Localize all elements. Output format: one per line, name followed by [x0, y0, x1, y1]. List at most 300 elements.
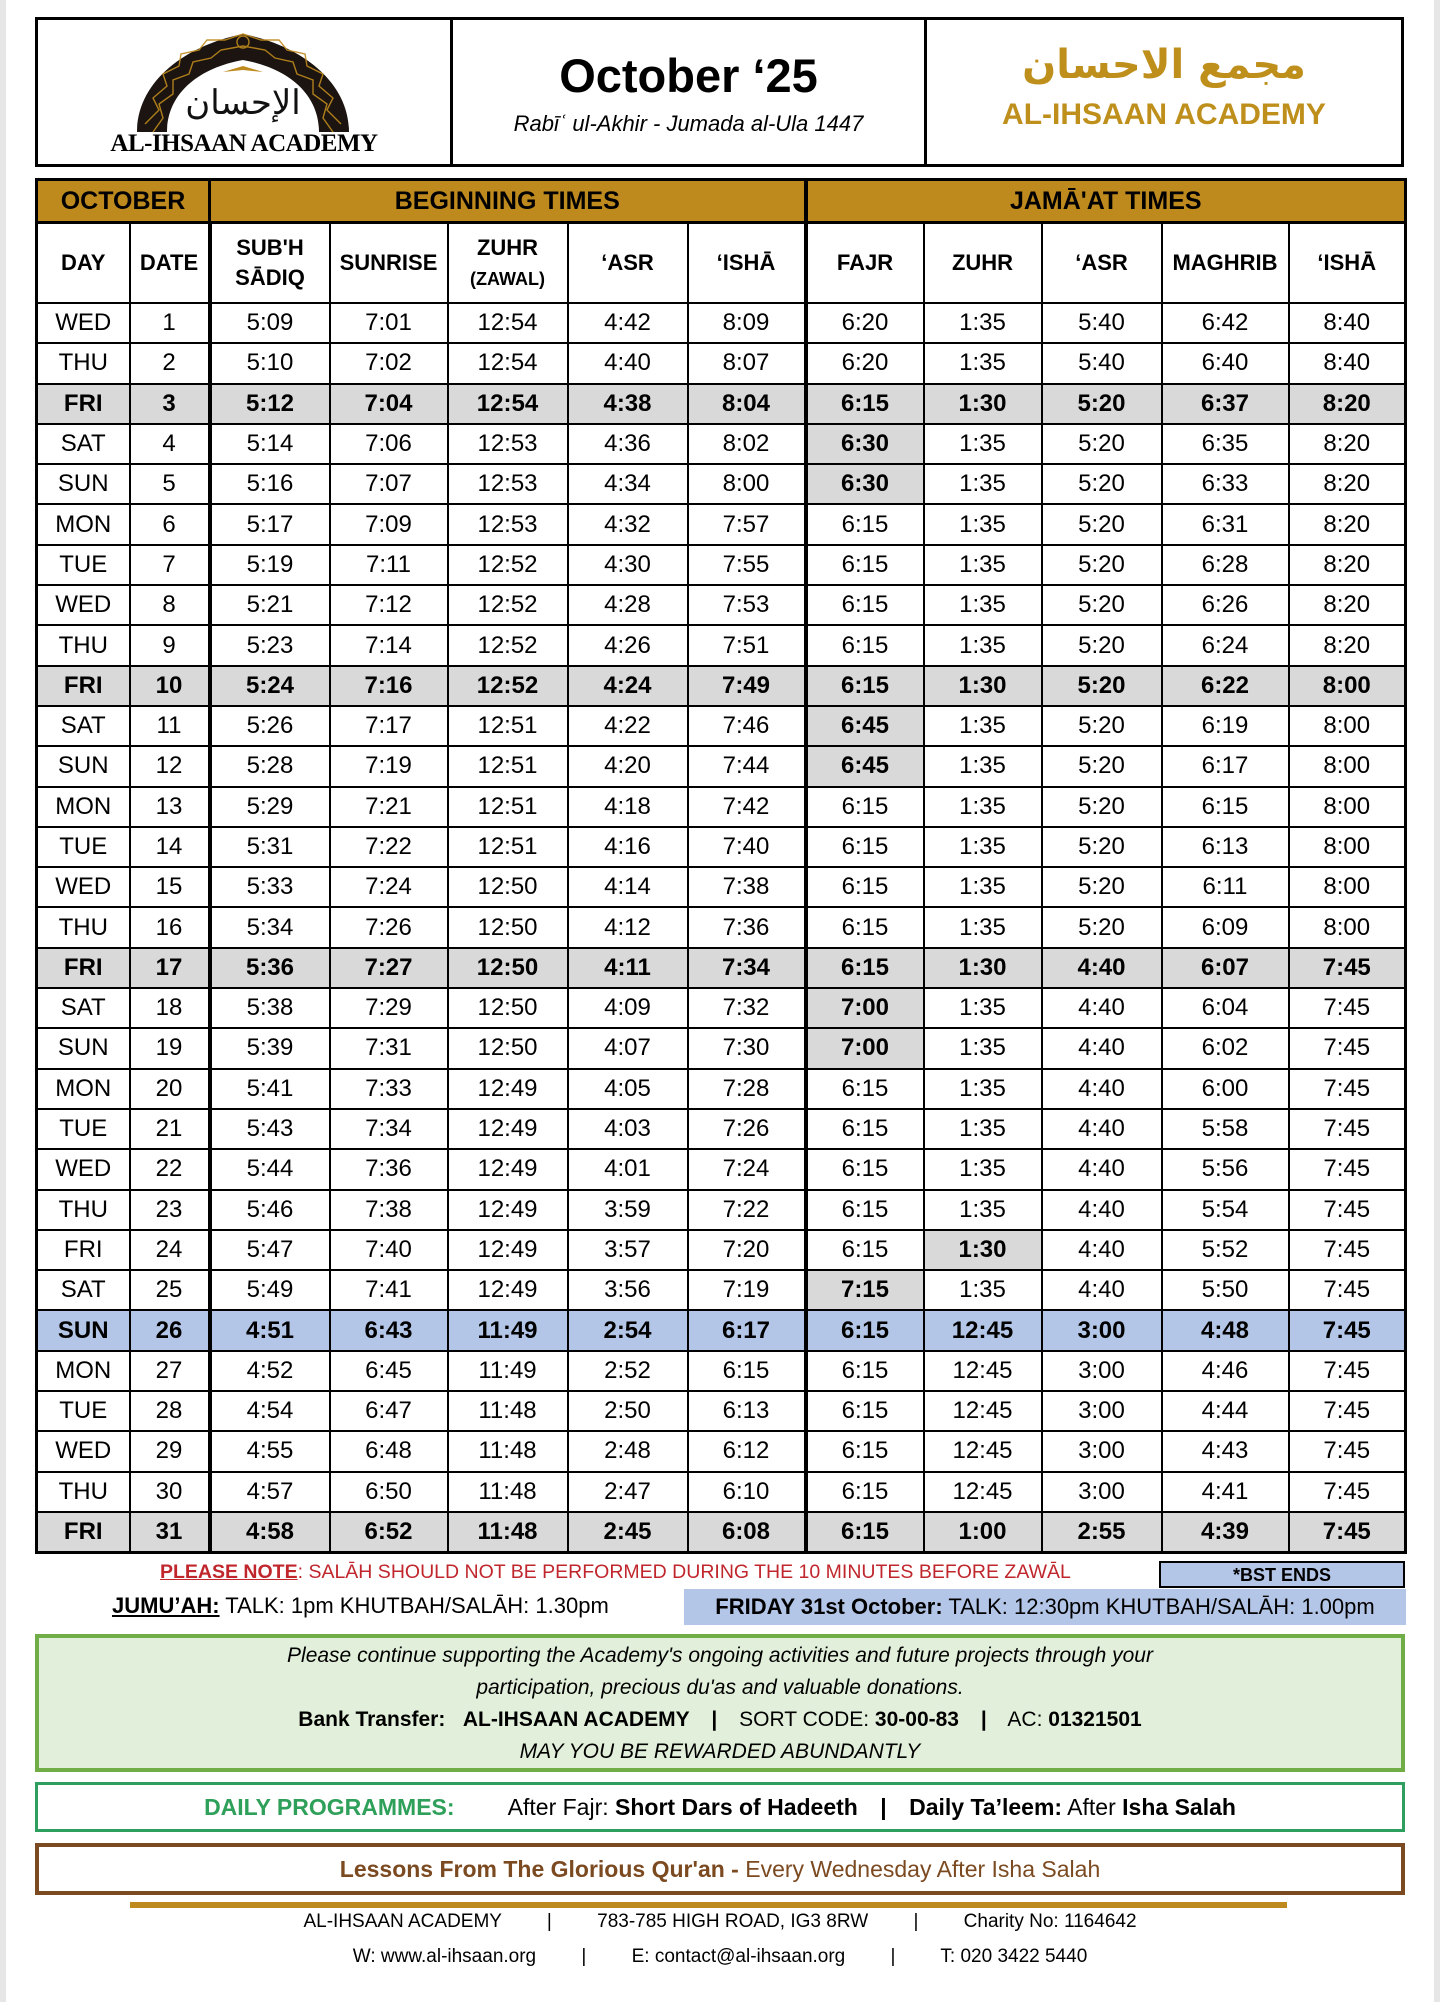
- date-cell: 14: [130, 827, 210, 867]
- zawal-note: [160, 1561, 1071, 1584]
- day-cell: THU: [37, 1190, 130, 1230]
- jamaat-isha-cell: 8:00: [1289, 867, 1406, 907]
- table-row: [37, 1351, 1406, 1391]
- jamaat-fajr-cell: 6:15: [806, 827, 924, 867]
- isha-cell: 6:12: [688, 1431, 806, 1471]
- bank-details: [39, 1708, 1401, 1732]
- jamaat-asr-cell: 5:40: [1042, 343, 1162, 383]
- jamaat-asr-cell: 3:00: [1042, 1391, 1162, 1431]
- jamaat-isha-cell: 7:45: [1289, 1351, 1406, 1391]
- subh-sadiq-cell: 4:51: [210, 1310, 330, 1350]
- daily-programmes-box: [35, 1782, 1405, 1832]
- isha-cell: 8:02: [688, 424, 806, 464]
- donation-closing: MAY YOU BE REWARDED ABUNDANTLY: [519, 1740, 921, 1763]
- zuhr-zawal-cell: 11:48: [448, 1512, 568, 1553]
- date-cell: 12: [130, 746, 210, 786]
- jamaat-zuhr-cell: 1:30: [924, 948, 1042, 988]
- asr-cell: 4:26: [568, 625, 688, 665]
- subh-sadiq-cell: 5:44: [210, 1149, 330, 1189]
- date-cell: 13: [130, 787, 210, 827]
- isha-cell: 7:24: [688, 1149, 806, 1189]
- asr-cell: 2:50: [568, 1391, 688, 1431]
- jamaat-asr-cell: 3:00: [1042, 1472, 1162, 1512]
- jamaat-fajr-cell: 6:15: [806, 1431, 924, 1471]
- subh-sadiq-cell: 4:52: [210, 1351, 330, 1391]
- account-label: AC:: [1007, 1708, 1043, 1731]
- isha-cell: 7:36: [688, 907, 806, 947]
- asr-cell: 4:14: [568, 867, 688, 907]
- table-row: [37, 504, 1406, 544]
- subh-sadiq-cell: 5:10: [210, 343, 330, 383]
- subh-sadiq-cell: 5:46: [210, 1190, 330, 1230]
- jamaat-fajr-cell: 6:15: [806, 1149, 924, 1189]
- jamaat-asr-cell: 2:55: [1042, 1512, 1162, 1553]
- footer-email[interactable]: E: contact@al-ihsaan.org: [631, 1946, 846, 1967]
- isha-cell: 7:38: [688, 867, 806, 907]
- date-cell: 19: [130, 1028, 210, 1068]
- jamaat-maghrib-cell: 6:17: [1162, 746, 1289, 786]
- jamaat-isha-cell: 7:45: [1289, 1391, 1406, 1431]
- jamaat-maghrib-cell: 6:42: [1162, 303, 1289, 343]
- jamaat-fajr-cell: 6:15: [806, 1109, 924, 1149]
- prayer-timetable: [35, 178, 1407, 1554]
- col-zuhr-line2: (ZAWAL): [470, 269, 545, 289]
- donation-line-1: Please continue supporting the Academy's ongoing activities and future projects through your: [287, 1644, 1153, 1667]
- jamaat-maghrib-cell: 6:09: [1162, 907, 1289, 947]
- jamaat-maghrib-cell: 6:26: [1162, 585, 1289, 625]
- jamaat-fajr-cell: 6:15: [806, 948, 924, 988]
- subh-sadiq-cell: 5:31: [210, 827, 330, 867]
- zuhr-zawal-cell: 12:50: [448, 1028, 568, 1068]
- table-row: [37, 706, 1406, 746]
- asr-cell: 2:52: [568, 1351, 688, 1391]
- sort-code-value: 30-00-83: [874, 1708, 959, 1731]
- sunrise-cell: 7:04: [330, 384, 448, 424]
- jamaat-maghrib-cell: 6:11: [1162, 867, 1289, 907]
- jamaat-fajr-cell: 6:15: [806, 1190, 924, 1230]
- date-cell: 26: [130, 1310, 210, 1350]
- date-cell: 20: [130, 1069, 210, 1109]
- jamaat-asr-cell: 5:40: [1042, 303, 1162, 343]
- sunrise-cell: 6:50: [330, 1472, 448, 1512]
- table-row: [37, 827, 1406, 867]
- table-row: [37, 1149, 1406, 1189]
- day-cell: FRI: [37, 666, 130, 706]
- isha-cell: 6:17: [688, 1310, 806, 1350]
- zuhr-zawal-cell: 12:49: [448, 1270, 568, 1310]
- date-cell: 30: [130, 1472, 210, 1512]
- jamaat-maghrib-cell: 6:00: [1162, 1069, 1289, 1109]
- footer-phone[interactable]: T: 020 3422 5440: [940, 1946, 1088, 1967]
- jamaat-zuhr-cell: 1:35: [924, 1270, 1042, 1310]
- day-cell: TUE: [37, 827, 130, 867]
- subh-sadiq-cell: 4:54: [210, 1391, 330, 1431]
- col-sunrise: SUNRISE: [330, 223, 448, 304]
- jamaat-isha-cell: 8:00: [1289, 706, 1406, 746]
- zuhr-zawal-cell: 11:49: [448, 1310, 568, 1350]
- jamaat-maghrib-cell: 4:44: [1162, 1391, 1289, 1431]
- zuhr-zawal-cell: 12:51: [448, 787, 568, 827]
- day-cell: FRI: [37, 384, 130, 424]
- jamaat-fajr-cell: 6:15: [806, 1391, 924, 1431]
- asr-cell: 4:18: [568, 787, 688, 827]
- sunrise-cell: 6:52: [330, 1512, 448, 1553]
- jumuah-note: [112, 1593, 609, 1619]
- day-cell: SUN: [37, 464, 130, 504]
- jamaat-isha-cell: 8:00: [1289, 827, 1406, 867]
- date-cell: 25: [130, 1270, 210, 1310]
- asr-cell: 4:03: [568, 1109, 688, 1149]
- sunrise-cell: 7:12: [330, 585, 448, 625]
- table-row: [37, 464, 1406, 504]
- page-edge-left: [0, 0, 6, 2002]
- col-date: DATE: [130, 223, 210, 304]
- table-row: [37, 988, 1406, 1028]
- sunrise-cell: 7:27: [330, 948, 448, 988]
- jamaat-fajr-cell: 6:15: [806, 1351, 924, 1391]
- date-cell: 8: [130, 585, 210, 625]
- jamaat-zuhr-cell: 1:35: [924, 988, 1042, 1028]
- day-cell: FRI: [37, 948, 130, 988]
- jamaat-zuhr-cell: 1:35: [924, 424, 1042, 464]
- jamaat-fajr-cell: 7:00: [806, 1028, 924, 1068]
- jamaat-maghrib-cell: 5:58: [1162, 1109, 1289, 1149]
- date-cell: 7: [130, 545, 210, 585]
- jamaat-maghrib-cell: 6:13: [1162, 827, 1289, 867]
- jamaat-zuhr-cell: 1:35: [924, 907, 1042, 947]
- jamaat-zuhr-cell: 1:35: [924, 746, 1042, 786]
- day-cell: FRI: [37, 1512, 130, 1553]
- jamaat-fajr-cell: 6:15: [806, 1472, 924, 1512]
- jamaat-fajr-cell: 6:15: [806, 625, 924, 665]
- jamaat-isha-cell: 8:00: [1289, 746, 1406, 786]
- isha-cell: 7:55: [688, 545, 806, 585]
- col-jamaat-zuhr: ZUHR: [924, 223, 1042, 304]
- footer-charity-no: Charity No: 1164642: [963, 1911, 1137, 1932]
- jamaat-fajr-cell: 6:15: [806, 666, 924, 706]
- jamaat-asr-cell: 5:20: [1042, 787, 1162, 827]
- table-row: [37, 1472, 1406, 1512]
- date-cell: 5: [130, 464, 210, 504]
- table-row: [37, 787, 1406, 827]
- day-cell: MON: [37, 504, 130, 544]
- date-cell: 1: [130, 303, 210, 343]
- subh-sadiq-cell: 5:28: [210, 746, 330, 786]
- jamaat-asr-cell: 5:20: [1042, 706, 1162, 746]
- day-cell: TUE: [37, 1109, 130, 1149]
- day-cell: WED: [37, 1431, 130, 1471]
- sunrise-cell: 6:45: [330, 1351, 448, 1391]
- col-jamaat-maghrib: MAGHRIB: [1162, 223, 1289, 304]
- jamaat-fajr-cell: 6:30: [806, 464, 924, 504]
- taleem-value: Isha Salah: [1122, 1794, 1236, 1820]
- day-cell: SUN: [37, 746, 130, 786]
- timetable-body: [37, 303, 1406, 1553]
- day-cell: SAT: [37, 706, 130, 746]
- jamaat-zuhr-cell: 12:45: [924, 1472, 1042, 1512]
- logo-text: AL-IHSAAN ACADEMY: [110, 130, 378, 157]
- zuhr-zawal-cell: 12:52: [448, 545, 568, 585]
- jamaat-maghrib-cell: 6:28: [1162, 545, 1289, 585]
- sunrise-cell: 7:19: [330, 746, 448, 786]
- subh-sadiq-cell: 5:12: [210, 384, 330, 424]
- friday-31-text: TALK: 12:30pm KHUTBAH/SALĀH: 1.00pm: [942, 1594, 1375, 1619]
- jamaat-zuhr-cell: 1:35: [924, 464, 1042, 504]
- sunrise-cell: 7:31: [330, 1028, 448, 1068]
- zuhr-zawal-cell: 11:48: [448, 1472, 568, 1512]
- asr-cell: 4:40: [568, 343, 688, 383]
- sunrise-cell: 7:21: [330, 787, 448, 827]
- jamaat-fajr-cell: 6:15: [806, 1512, 924, 1553]
- jamaat-asr-cell: 4:40: [1042, 1069, 1162, 1109]
- date-cell: 31: [130, 1512, 210, 1553]
- day-cell: WED: [37, 303, 130, 343]
- jamaat-asr-cell: 5:20: [1042, 424, 1162, 464]
- isha-cell: 7:26: [688, 1109, 806, 1149]
- jamaat-zuhr-cell: 1:35: [924, 343, 1042, 383]
- asr-cell: 4:28: [568, 585, 688, 625]
- table-row: [37, 1028, 1406, 1068]
- jamaat-asr-cell: 5:20: [1042, 746, 1162, 786]
- sunrise-cell: 7:02: [330, 343, 448, 383]
- zuhr-zawal-cell: 11:49: [448, 1351, 568, 1391]
- subh-sadiq-cell: 5:16: [210, 464, 330, 504]
- asr-cell: 4:24: [568, 666, 688, 706]
- isha-cell: 6:10: [688, 1472, 806, 1512]
- asr-cell: 4:36: [568, 424, 688, 464]
- arabic-name: مجمع الاحسان: [1022, 42, 1306, 88]
- col-zuhr-zawal: [448, 223, 568, 304]
- lessons-text: Every Wednesday After Isha Salah: [738, 1856, 1101, 1882]
- table-row: [37, 1431, 1406, 1471]
- jamaat-isha-cell: 8:20: [1289, 424, 1406, 464]
- zuhr-zawal-cell: 12:50: [448, 948, 568, 988]
- isha-cell: 8:07: [688, 343, 806, 383]
- jamaat-fajr-cell: 7:00: [806, 988, 924, 1028]
- jamaat-maghrib-cell: 6:19: [1162, 706, 1289, 746]
- jamaat-asr-cell: 5:20: [1042, 504, 1162, 544]
- jamaat-isha-cell: 7:45: [1289, 1149, 1406, 1189]
- sunrise-cell: 6:48: [330, 1431, 448, 1471]
- footer-address: 783-785 HIGH ROAD, IG3 8RW: [597, 1911, 869, 1932]
- bst-ends-badge: *BST ENDS: [1159, 1561, 1405, 1588]
- jamaat-asr-cell: 4:40: [1042, 1190, 1162, 1230]
- jamaat-isha-cell: 8:20: [1289, 585, 1406, 625]
- month-title: October ‘25: [559, 49, 818, 102]
- jamaat-fajr-cell: 6:15: [806, 545, 924, 585]
- day-cell: MON: [37, 787, 130, 827]
- isha-cell: 7:40: [688, 827, 806, 867]
- sunrise-cell: 7:38: [330, 1190, 448, 1230]
- sunrise-cell: 7:14: [330, 625, 448, 665]
- jamaat-asr-cell: 5:20: [1042, 384, 1162, 424]
- jamaat-asr-cell: 5:20: [1042, 464, 1162, 504]
- date-cell: 11: [130, 706, 210, 746]
- jamaat-asr-cell: 3:00: [1042, 1351, 1162, 1391]
- sunrise-cell: 7:24: [330, 867, 448, 907]
- separator: |: [913, 1911, 919, 1932]
- zuhr-zawal-cell: 12:50: [448, 867, 568, 907]
- subh-sadiq-cell: 5:36: [210, 948, 330, 988]
- isha-cell: 7:51: [688, 625, 806, 665]
- jamaat-zuhr-cell: 1:35: [924, 1149, 1042, 1189]
- jamaat-maghrib-cell: 6:37: [1162, 384, 1289, 424]
- jamaat-zuhr-cell: 1:35: [924, 625, 1042, 665]
- jamaat-maghrib-cell: 5:54: [1162, 1190, 1289, 1230]
- isha-cell: 7:34: [688, 948, 806, 988]
- col-subh-sadiq: [210, 223, 330, 304]
- asr-cell: 4:32: [568, 504, 688, 544]
- bank-transfer-label: Bank Transfer:: [298, 1708, 446, 1731]
- jamaat-maghrib-cell: 4:46: [1162, 1351, 1289, 1391]
- sunrise-cell: 7:33: [330, 1069, 448, 1109]
- asr-cell: 4:42: [568, 303, 688, 343]
- col-subh-line2: SĀDIQ: [235, 265, 305, 290]
- jamaat-isha-cell: 8:20: [1289, 545, 1406, 585]
- jamaat-zuhr-cell: 12:45: [924, 1351, 1042, 1391]
- asr-cell: 4:11: [568, 948, 688, 988]
- sunrise-cell: 7:40: [330, 1230, 448, 1270]
- zuhr-zawal-cell: 12:52: [448, 585, 568, 625]
- jamaat-isha-cell: 8:20: [1289, 625, 1406, 665]
- asr-cell: 4:30: [568, 545, 688, 585]
- sunrise-cell: 7:22: [330, 827, 448, 867]
- jamaat-zuhr-cell: 1:30: [924, 384, 1042, 424]
- table-row: [37, 1069, 1406, 1109]
- date-cell: 22: [130, 1149, 210, 1189]
- isha-cell: 6:08: [688, 1512, 806, 1553]
- jamaat-isha-cell: 7:45: [1289, 1109, 1406, 1149]
- separator: |: [890, 1946, 896, 1967]
- table-row: [37, 1109, 1406, 1149]
- date-cell: 17: [130, 948, 210, 988]
- footer-website[interactable]: W: www.al-ihsaan.org: [352, 1946, 537, 1967]
- jamaat-zuhr-cell: 12:45: [924, 1310, 1042, 1350]
- asr-cell: 4:07: [568, 1028, 688, 1068]
- subh-sadiq-cell: 5:33: [210, 867, 330, 907]
- jamaat-isha-cell: 7:45: [1289, 1190, 1406, 1230]
- jamaat-maghrib-cell: 6:33: [1162, 464, 1289, 504]
- jamaat-fajr-cell: 6:45: [806, 746, 924, 786]
- jamaat-fajr-cell: 6:15: [806, 585, 924, 625]
- jamaat-maghrib-cell: 6:02: [1162, 1028, 1289, 1068]
- zuhr-zawal-cell: 12:53: [448, 464, 568, 504]
- asr-cell: 2:48: [568, 1431, 688, 1471]
- jamaat-maghrib-cell: 6:24: [1162, 625, 1289, 665]
- zuhr-zawal-cell: 12:50: [448, 988, 568, 1028]
- zuhr-zawal-cell: 12:53: [448, 424, 568, 464]
- isha-cell: 7:46: [688, 706, 806, 746]
- jamaat-maghrib-cell: 5:50: [1162, 1270, 1289, 1310]
- title-cell: [450, 20, 924, 164]
- jamaat-zuhr-cell: 1:35: [924, 585, 1042, 625]
- taleem-label: Daily Ta’leem:: [909, 1794, 1063, 1820]
- date-cell: 18: [130, 988, 210, 1028]
- jamaat-asr-cell: 4:40: [1042, 1270, 1162, 1310]
- isha-cell: 7:30: [688, 1028, 806, 1068]
- jamaat-fajr-cell: 6:15: [806, 867, 924, 907]
- isha-cell: 7:57: [688, 504, 806, 544]
- subh-sadiq-cell: 5:24: [210, 666, 330, 706]
- subh-sadiq-cell: 5:09: [210, 303, 330, 343]
- table-row: [37, 585, 1406, 625]
- date-cell: 6: [130, 504, 210, 544]
- date-cell: 10: [130, 666, 210, 706]
- logo-calligraphy: الإحسان: [185, 83, 301, 123]
- taleem-mid: After: [1062, 1794, 1123, 1820]
- zuhr-zawal-cell: 11:48: [448, 1431, 568, 1471]
- separator: |: [546, 1911, 552, 1932]
- sunrise-cell: 6:47: [330, 1391, 448, 1431]
- date-cell: 2: [130, 343, 210, 383]
- jamaat-isha-cell: 8:00: [1289, 666, 1406, 706]
- sunrise-cell: 7:26: [330, 907, 448, 947]
- separator: |: [581, 1946, 587, 1967]
- jamaat-isha-cell: 8:20: [1289, 504, 1406, 544]
- jamaat-zuhr-cell: 1:35: [924, 545, 1042, 585]
- jamaat-zuhr-cell: 1:35: [924, 1109, 1042, 1149]
- day-cell: SUN: [37, 1310, 130, 1350]
- isha-cell: 7:44: [688, 746, 806, 786]
- subh-sadiq-cell: 5:39: [210, 1028, 330, 1068]
- date-cell: 27: [130, 1351, 210, 1391]
- date-cell: 28: [130, 1391, 210, 1431]
- col-day: DAY: [37, 223, 130, 304]
- isha-cell: 8:04: [688, 384, 806, 424]
- col-asr: ‘ASR: [568, 223, 688, 304]
- col-jamaat-asr: ‘ASR: [1042, 223, 1162, 304]
- jamaat-fajr-cell: 6:15: [806, 1069, 924, 1109]
- table-row: [37, 1512, 1406, 1553]
- after-fajr-value: Short Dars of Hadeeth: [615, 1794, 858, 1820]
- table-row: [37, 907, 1406, 947]
- day-cell: WED: [37, 867, 130, 907]
- table-row: [37, 1270, 1406, 1310]
- jamaat-maghrib-cell: 5:52: [1162, 1230, 1289, 1270]
- daily-programmes-label: DAILY PROGRAMMES:: [204, 1794, 455, 1820]
- day-cell: WED: [37, 1149, 130, 1189]
- separator: |: [980, 1708, 987, 1731]
- asr-cell: 4:34: [568, 464, 688, 504]
- jamaat-isha-cell: 7:45: [1289, 1028, 1406, 1068]
- col-jamaat-isha: ‘ISHĀ: [1289, 223, 1406, 304]
- day-cell: TUE: [37, 545, 130, 585]
- jamaat-zuhr-cell: 12:45: [924, 1391, 1042, 1431]
- jamaat-maghrib-cell: 6:15: [1162, 787, 1289, 827]
- please-note-label: PLEASE NOTE: [160, 1561, 298, 1583]
- jamaat-asr-cell: 5:20: [1042, 907, 1162, 947]
- date-cell: 29: [130, 1431, 210, 1471]
- jamaat-isha-cell: 7:45: [1289, 1069, 1406, 1109]
- zuhr-zawal-cell: 12:49: [448, 1109, 568, 1149]
- table-row: [37, 1190, 1406, 1230]
- group-month: OCTOBER: [37, 180, 210, 223]
- isha-cell: 7:20: [688, 1230, 806, 1270]
- isha-cell: 7:49: [688, 666, 806, 706]
- zuhr-zawal-cell: 12:54: [448, 343, 568, 383]
- subh-sadiq-cell: 5:41: [210, 1069, 330, 1109]
- isha-cell: 7:42: [688, 787, 806, 827]
- friday-31-note: [684, 1589, 1406, 1625]
- zuhr-zawal-cell: 12:51: [448, 746, 568, 786]
- subh-sadiq-cell: 5:14: [210, 424, 330, 464]
- asr-cell: 4:16: [568, 827, 688, 867]
- day-cell: THU: [37, 625, 130, 665]
- brand-name: AL-IHSAAN ACADEMY: [1002, 98, 1326, 131]
- isha-cell: 8:09: [688, 303, 806, 343]
- jamaat-zuhr-cell: 1:35: [924, 1069, 1042, 1109]
- hijri-months: Rabīʿ ul-Akhir - Jumada al-Ula 1447: [513, 111, 864, 136]
